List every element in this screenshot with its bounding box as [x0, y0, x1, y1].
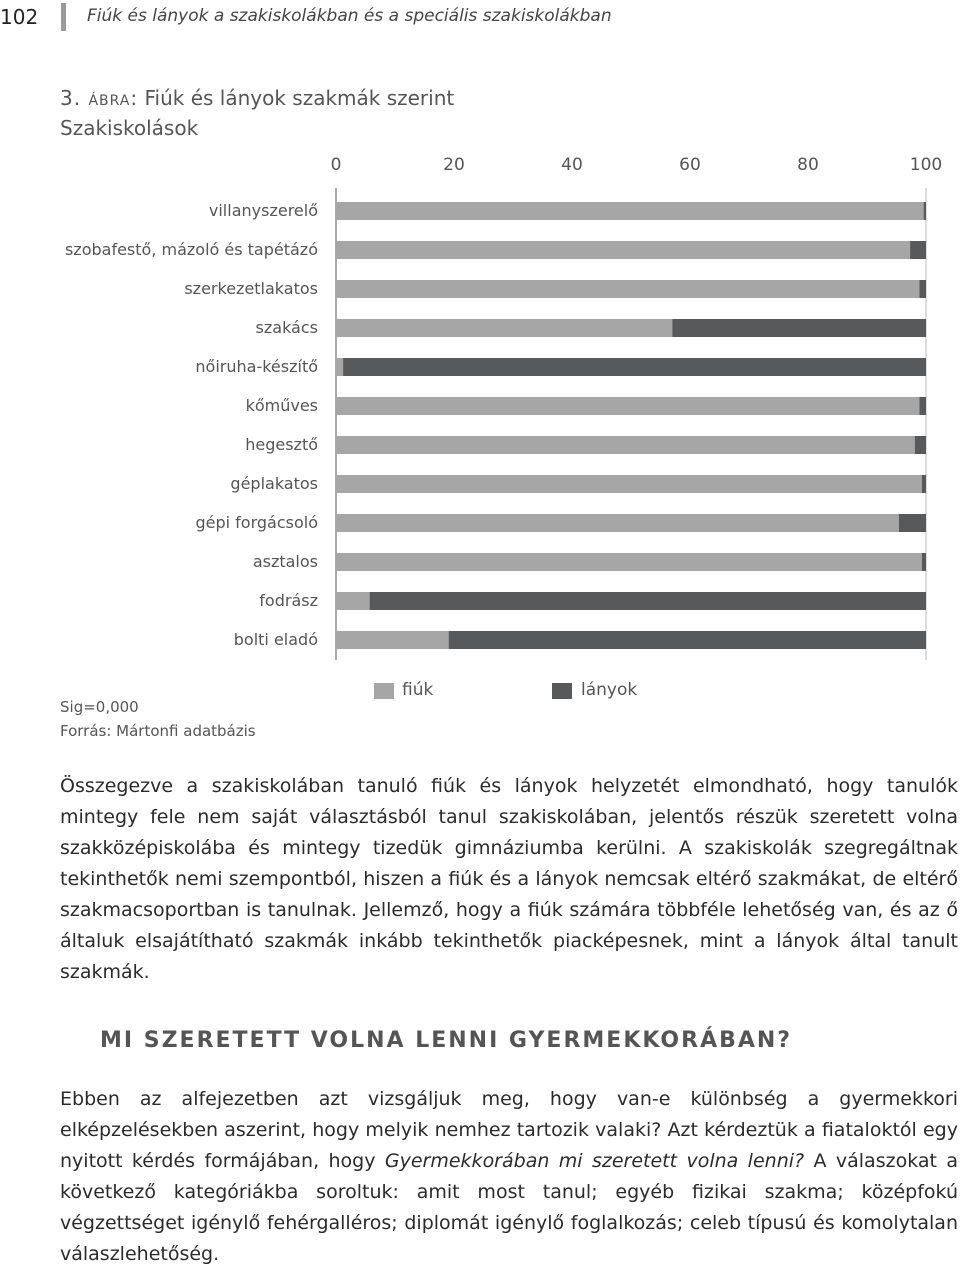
figure-number: 3. ábra: — [60, 86, 139, 110]
bar-fiuk — [336, 475, 922, 493]
category-label: kőműves — [245, 396, 318, 415]
header-divider — [61, 3, 66, 31]
x-tick-label: 40 — [561, 155, 583, 175]
bar-lanyok — [920, 397, 926, 415]
paragraph-summary: Összegezve a szakiskolában tanuló fiúk és lányok helyzetét elmondható, hogy tanulók mintegy fele nem saját választásból tanul szakiskolában, jelentős részük szeretett volna szakközépiskolába és mintegy tizedük gimnáziumba kerülni. A szakiskolák szegregáltnak tekinthetők nemi szempontból, hiszen a fiúk és a lányok nemcsak eltérő szakmákat, de eltérő szakmacsoportban is tanulnak. Jellemző, hogy a fiúk számára többféle lehetőség van, és az ő általuk elsajátítható szakmák inkább tekinthetők piacképesnek, mint a lányok által tanult szakmák. — [60, 775, 958, 983]
legend-swatch-lanyok — [552, 683, 572, 699]
stacked-bar-chart — [0, 140, 960, 660]
legend-label-lanyok: lányok — [581, 680, 638, 700]
bar-fiuk — [336, 280, 920, 298]
source-note: Forrás: Mártonfi adatbázis — [60, 722, 256, 740]
bar-lanyok — [924, 202, 926, 220]
survey-question: Gyermekkorában mi szeretett volna lenni? — [384, 1150, 805, 1172]
significance-note: Sig=0,000 — [60, 698, 139, 716]
category-label: bolti eladó — [233, 630, 318, 649]
paragraph-intro-part1: Ebben az alfejezetben azt vizsgáljuk meg, hogy van-e különbség a gyermekkori elképzelésekben aszerint, hogy melyik nemhez tartozik valaki? Azt kérdeztük a fiataloktól egy nyitott kérdés formájában, hogy — [60, 1088, 958, 1172]
bar-lanyok — [910, 241, 926, 259]
category-label: asztalos — [252, 552, 318, 571]
x-tick-label: 0 — [330, 155, 342, 175]
category-label: géplakatos — [230, 474, 318, 493]
category-label: szerkezetlakatos — [184, 279, 318, 298]
category-label: villanyszerelő — [208, 201, 318, 220]
figure-title — [60, 86, 454, 110]
running-title: Fiúk és lányok a szakiskolákban és a speciális szakiskolákban — [87, 6, 612, 26]
x-tick-label: 60 — [679, 155, 701, 175]
bar-lanyok — [922, 553, 926, 571]
category-label: hegesztő — [245, 435, 318, 454]
figure-title-text: Fiúk és lányok szakmák szerint — [144, 86, 455, 110]
bar-fiuk — [336, 202, 924, 220]
legend-swatch-fiuk — [374, 683, 394, 699]
x-tick-label: 100 — [909, 155, 943, 175]
bar-fiuk — [336, 592, 370, 610]
category-label: fodrász — [259, 591, 318, 610]
bar-fiuk — [336, 358, 343, 376]
bar-lanyok — [920, 280, 926, 298]
bar-fiuk — [336, 319, 672, 337]
paragraph-intro-part2: A válaszokat a következő kategóriákba soroltuk: amit most tanul; egyéb fizikai szakma; középfokú végzettséget igénylő fehérgalléros; diplomát igénylő foglalkozás; celeb típusú és komolytalan válaszlehetőség. — [60, 1150, 959, 1265]
bar-fiuk — [336, 553, 922, 571]
figure-subtitle: Szakiskolások — [60, 116, 199, 140]
category-label: gépi forgácsoló — [195, 513, 318, 532]
paragraph-intro — [60, 1084, 958, 1270]
category-label: szakács — [255, 318, 318, 337]
legend-label-fiuk: fiúk — [402, 680, 434, 700]
bar-fiuk — [336, 631, 449, 649]
x-tick-label: 20 — [443, 155, 465, 175]
bar-lanyok — [449, 631, 926, 649]
bar-fiuk — [336, 514, 899, 532]
bar-fiuk — [336, 397, 920, 415]
bar-lanyok — [922, 475, 926, 493]
bar-lanyok — [672, 319, 926, 337]
bar-lanyok — [915, 436, 926, 454]
page-header — [0, 0, 960, 36]
bar-fiuk — [336, 241, 910, 259]
bar-lanyok — [899, 514, 926, 532]
bar-lanyok — [370, 592, 926, 610]
bar-lanyok — [343, 358, 926, 376]
category-label: nőiruha-készítő — [195, 357, 318, 376]
bar-fiuk — [336, 436, 915, 454]
category-label: szobafestő, mázoló és tapétázó — [64, 240, 318, 259]
section-heading: MI SZERETETT VOLNA LENNI GYERMEKKORÁBAN? — [100, 1028, 793, 1053]
x-tick-label: 80 — [797, 155, 819, 175]
page-number: 102 — [0, 5, 39, 29]
